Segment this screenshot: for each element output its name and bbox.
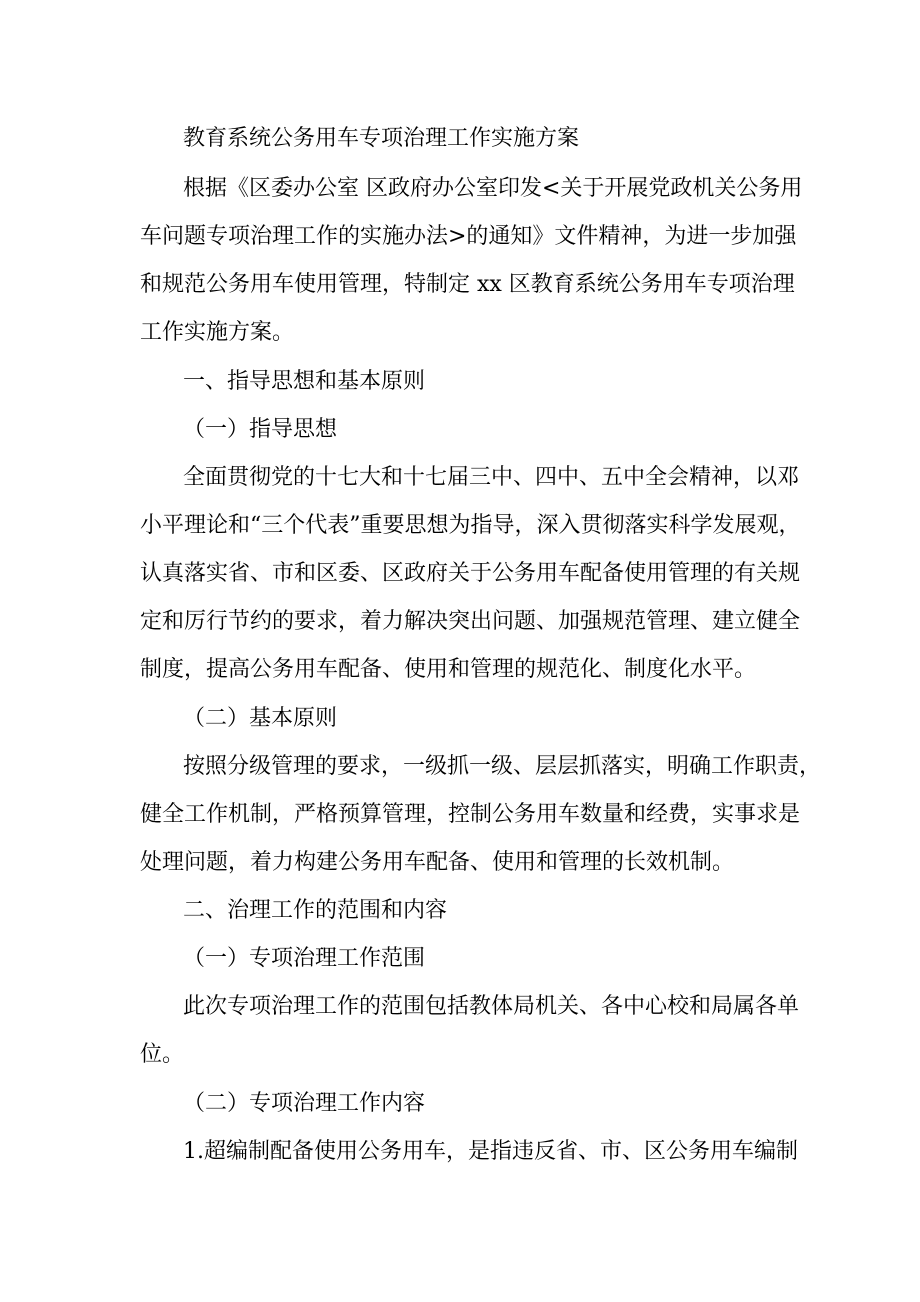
paragraph-line: 和规范公务用车使用管理，特制定 xx 区教育系统公务用车专项治理 [140,272,795,297]
subsection-heading: （一）指导思想 [183,417,338,442]
subsection-heading: （一）专项治理工作范围 [183,946,426,971]
paragraph-line: 认真落实省、市和区委、区政府关于公务用车配备使用管理的有关规 [140,561,801,586]
paragraph-line: 制度，提高公务用车配备、使用和管理的规范化、制度化水平。 [140,657,757,682]
subsection-heading: （二）专项治理工作内容 [183,1091,426,1116]
paragraph-line: 按照分级管理的要求，一级抓一级、层层抓落实，明确工作职责， [183,754,822,779]
paragraph-line: 此次专项治理工作的范围包括教体局机关、各中心校和局属各单 [183,994,800,1019]
paragraph-line: 小平理论和“三个代表”重要思想为指导，深入贯彻落实科学发展观， [140,513,801,538]
section-heading: 二、治理工作的范围和内容 [183,898,448,923]
paragraph-line: 健全工作机制，严格预算管理，控制公务用车数量和经费，实事求是 [140,802,801,827]
document-title: 教育系统公务用车专项治理工作实施方案 [183,126,580,151]
paragraph-line: 处理问题，着力构建公务用车配备、使用和管理的长效机制。 [140,850,735,875]
paragraph-line: 工作实施方案。 [140,320,295,345]
subsection-heading: （二）基本原则 [183,706,338,731]
paragraph-line: 定和厉行节约的要求，着力解决突出问题、加强规范管理、建立健全 [140,609,801,634]
paragraph-line: 1.超编制配备使用公务用车，是指违反省、市、区公务用车编制 [183,1139,798,1164]
section-heading: 一、指导思想和基本原则 [183,369,426,394]
paragraph-line: 根据《区委办公室 区政府办公室印发<关于开展党政机关公务用 [183,176,803,201]
paragraph-line: 位。 [140,1042,185,1067]
paragraph-line: 车问题专项治理工作的实施办法>的通知》文件精神，为进一步加强 [140,224,797,249]
paragraph-line: 全面贯彻党的十七大和十七届三中、四中、五中全会精神，以邓 [183,465,800,490]
